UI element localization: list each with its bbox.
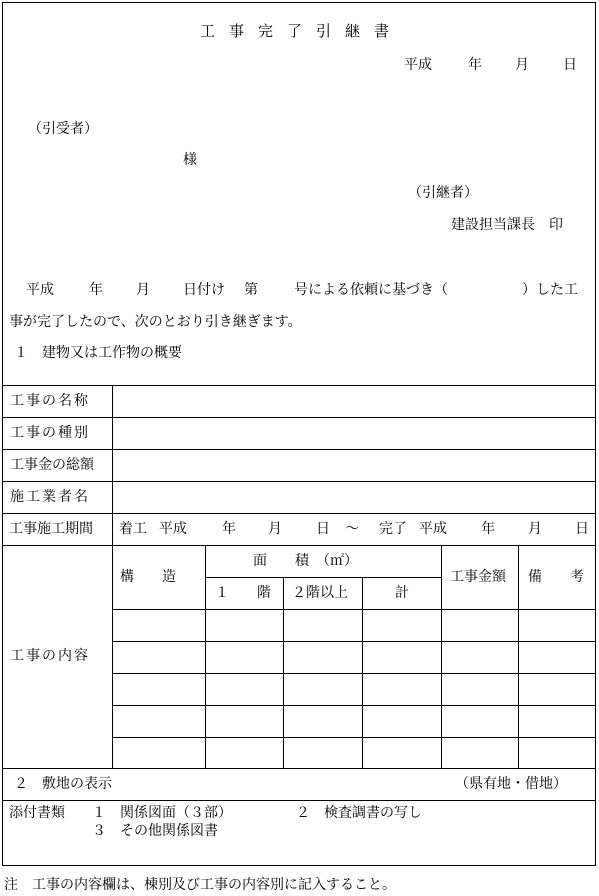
col-total: 計 [395, 585, 409, 601]
body-close-paren: ）した工 [522, 282, 578, 298]
col-amount: 工事金額 [450, 569, 506, 585]
row-label-name: 工事の名称 [10, 393, 90, 409]
col-remarks: 備 考 [528, 569, 584, 585]
attachment-item-3: ３ その他関係図書 [92, 823, 218, 839]
section2-heading: ２ 敷地の表示 [14, 776, 112, 792]
col-floor2: ２階以上 [292, 585, 348, 601]
honorific: 様 [183, 152, 197, 168]
period-start: 着工 [119, 521, 147, 537]
row-value-name[interactable] [112, 386, 596, 417]
col-structure: 構 造 [120, 569, 176, 585]
period-start-era: 平成 [159, 521, 187, 537]
period-end-month: 月 [528, 521, 542, 537]
table-line [283, 577, 284, 768]
document-title: 工事完了引継書 [200, 22, 404, 40]
table-line [112, 609, 596, 610]
sender-title: 建設担当課長 印 [451, 217, 563, 233]
table-line [2, 545, 596, 546]
date-month: 月 [515, 57, 529, 73]
section2-note: （県有地・借地） [455, 776, 567, 792]
attachment-item-2: ２ 検査調書の写し [296, 805, 422, 821]
date-era: 平成 [404, 57, 432, 73]
body-no-suffix: 号による依頼に基づき（ [294, 282, 448, 298]
attachments-label: 添付書類 [9, 805, 65, 821]
date-day: 日 [563, 57, 577, 73]
row-label-period: 工事施工期間 [9, 521, 93, 537]
row-label-content: 工事の内容 [10, 648, 90, 664]
table-line [112, 737, 596, 738]
date-year: 年 [468, 57, 482, 73]
period-end-day: 日 [575, 521, 589, 537]
col-floor1: １ 階 [215, 585, 271, 601]
row-label-contractor: 施工業者名 [10, 489, 90, 505]
body-day-suffix: 日付け [183, 282, 225, 298]
period-tilde: ～ [345, 521, 359, 537]
table-line [205, 545, 206, 768]
period-end-era: 平成 [419, 521, 447, 537]
recipient-label: （引受者） [28, 121, 98, 137]
period-end: 完了 [379, 521, 407, 537]
table-line [362, 577, 363, 768]
table-line [2, 513, 596, 514]
period-start-month: 月 [268, 521, 282, 537]
body-year: 年 [89, 282, 103, 298]
table-line [112, 705, 596, 706]
row-label-amount: 工事金の総額 [10, 457, 94, 473]
table-line [112, 673, 596, 674]
table-line [2, 768, 596, 769]
table-line [518, 545, 519, 768]
attachment-item-1: １ 関係図面（３部） [92, 805, 232, 821]
period-start-day: 日 [316, 521, 330, 537]
col-area: 面 積 （㎡） [253, 553, 358, 569]
table-line [2, 800, 596, 801]
body-era: 平成 [26, 282, 54, 298]
row-value-type[interactable] [112, 418, 596, 449]
row-label-type: 工事の種別 [10, 425, 90, 441]
section1-heading: １ 建物又は工作物の概要 [14, 345, 182, 361]
row-value-amount[interactable] [112, 450, 596, 481]
table-line [441, 545, 442, 768]
table-line [205, 577, 441, 578]
row-value-contractor[interactable] [112, 482, 596, 513]
body-month: 月 [136, 282, 150, 298]
body-line2: 事が完了したので、次のとおり引き継ぎます。 [9, 314, 302, 330]
footnote: 注 工事の内容欄は、棟別及び工事の内容別に記入すること。 [4, 877, 396, 893]
period-start-year: 年 [222, 521, 236, 537]
body-no-prefix: 第 [244, 282, 258, 298]
table-line [112, 641, 596, 642]
period-end-year: 年 [481, 521, 495, 537]
sender-label: （引継者） [408, 185, 478, 201]
table-line [112, 545, 113, 768]
